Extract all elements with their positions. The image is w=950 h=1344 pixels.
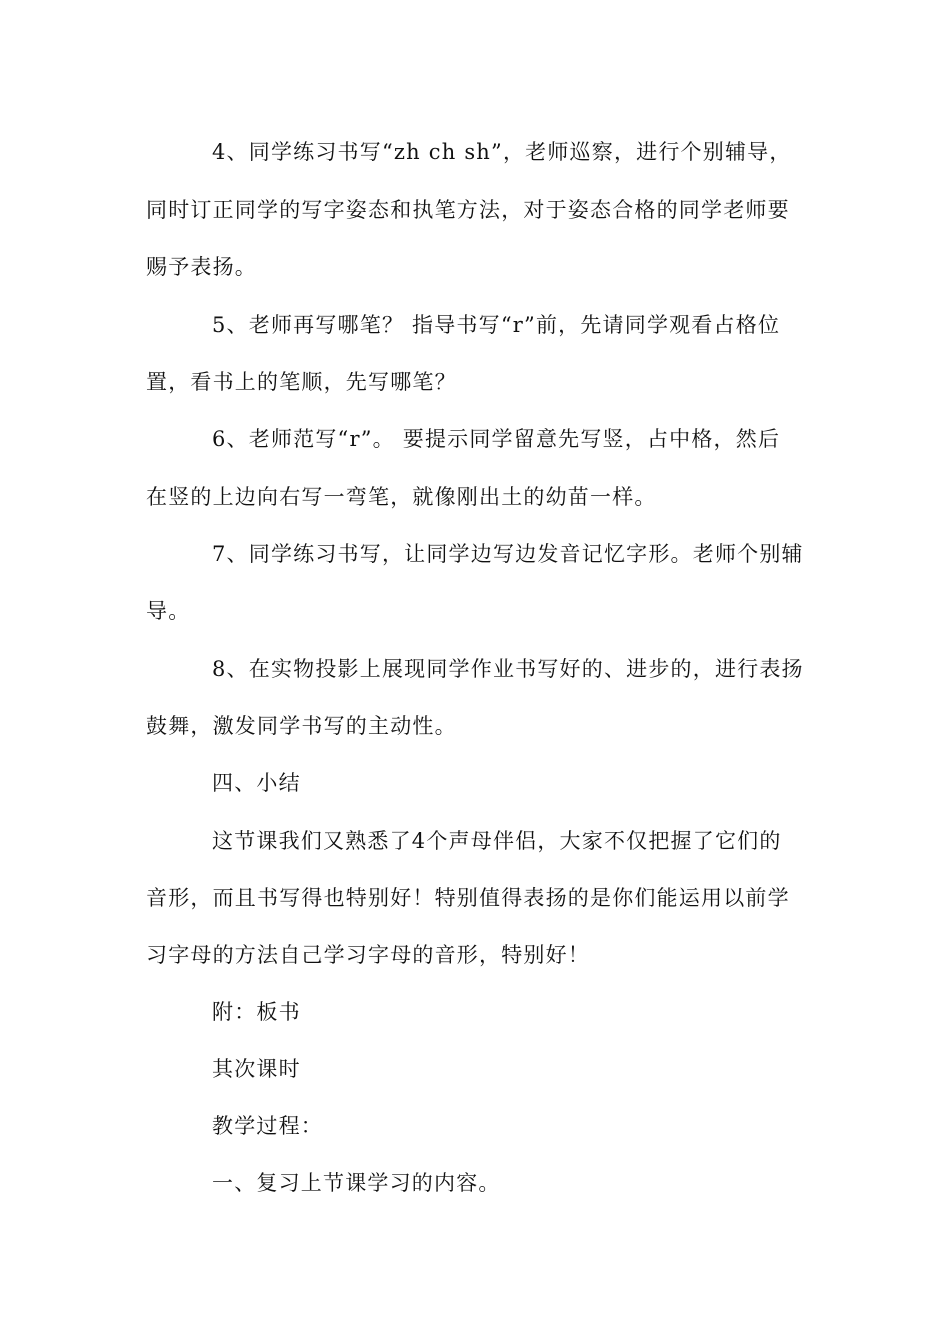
paragraph-line: 7、同学练习书写，让同学边写边发音记忆字形。老师个别辅 <box>212 542 804 566</box>
paragraph-line: 在竖的上边向右写一弯笔，就像刚出土的幼苗一样。 <box>146 485 657 509</box>
paragraph-line: 习字母的方法自己学习字母的音形，特别好！ <box>146 943 590 967</box>
appendix-heading: 附：板书 <box>212 1000 301 1024</box>
section-heading: 四、小结 <box>212 771 301 795</box>
paragraph-line: 这节课我们又熟悉了4个声母伴侣，大家不仅把握了它们的 <box>212 829 782 853</box>
paragraph-line: 一、复习上节课学习的内容。 <box>212 1171 501 1195</box>
paragraph-line: 音形，而且书写得也特别好！特别值得表扬的是你们能运用以前学 <box>146 886 790 910</box>
paragraph-line: 置，看书上的笔顺，先写哪笔？ <box>146 370 457 394</box>
section-heading: 教学过程： <box>212 1114 323 1138</box>
paragraph-line: 导。 <box>146 599 191 623</box>
paragraph-line: 同时订正同学的写字姿态和执笔方法，对于姿态合格的同学老师要 <box>146 198 790 222</box>
paragraph-line: 6、老师范写“r”。 要提示同学留意先写竖，占中格，然后 <box>212 427 781 451</box>
paragraph-line: 5、老师再写哪笔？ 指导书写“r”前，先请同学观看占格位 <box>212 313 781 337</box>
paragraph-line: 鼓舞，激发同学书写的主动性。 <box>146 714 457 738</box>
paragraph-line: 赐予表扬。 <box>146 255 257 279</box>
paragraph-line: 8、在实物投影上展现同学作业书写好的、进步的，进行表扬 <box>212 657 804 681</box>
paragraph-line: 4、同学练习书写“zh ch sh”，老师巡察，进行个别辅导， <box>212 140 792 164</box>
section-heading: 其次课时 <box>212 1057 301 1081</box>
